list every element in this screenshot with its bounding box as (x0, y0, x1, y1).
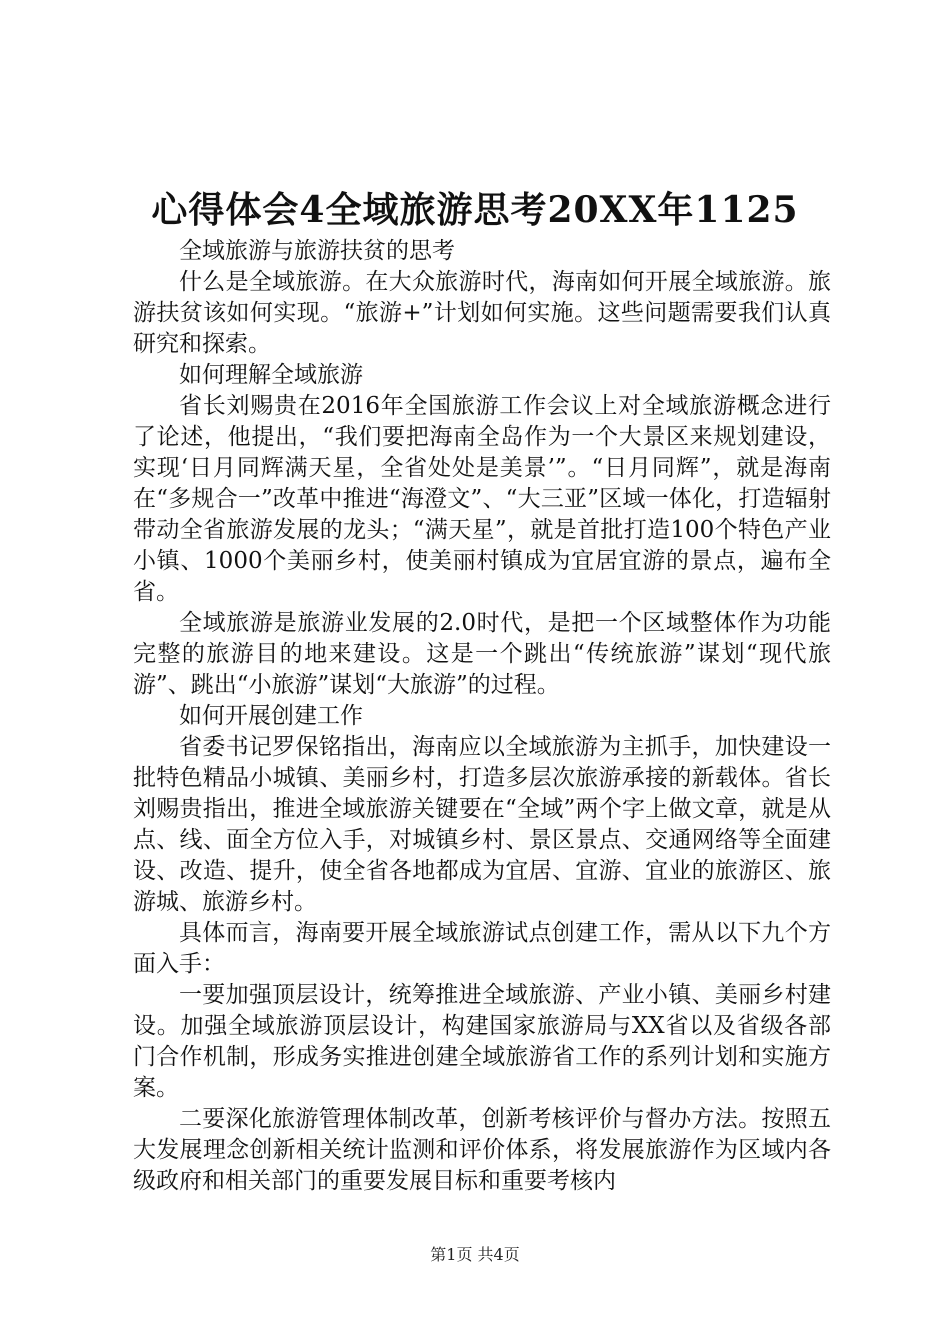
document-body (133, 236, 831, 1197)
paragraph: 全域旅游是旅游业发展的2.0时代，是把一个区域整体作为功能完整的旅游目的地来建设。这是一个跳出“传统旅游”谋划“现代旅游”、跳出“小旅游”谋划“大旅游”的过程。 (133, 610, 831, 698)
paragraph: 一要加强顶层设计，统筹推进全域旅游、产业小镇、美丽乡村建设。加强全域旅游顶层设计，构建国家旅游局与XX省以及省级各部门合作机制，形成务实推进创建全域旅游省工作的系列计划和实施方案。 (133, 982, 831, 1101)
paragraph: 全域旅游与旅游扶贫的思考 (179, 238, 455, 264)
paragraph: 什么是全域旅游。在大众旅游时代，海南如何开展全域旅游。旅游扶贫该如何实现。“旅游+”计划如何实施。这些问题需要我们认真研究和探索。 (133, 269, 831, 357)
paragraph: 具体而言，海南要开展全域旅游试点创建工作，需从以下九个方面入手： (133, 920, 831, 977)
paragraph: 省长刘赐贵在2016年全国旅游工作会议上对全域旅游概念进行了论述，他提出，“我们要把海南全岛作为一个大景区来规划建设，实现‘日月同辉满天星，全省处处是美景’”。“日月同辉”，就是海南在“多规合一”改革中推进“海澄文”、“大三亚”区域一体化，打造辐射带动全省旅游发展的龙头；“满天星”，就是首批打造100个特色产业小镇、1000个美丽乡村，使美丽村镇成为宜居宜游的景点，遍布全省。 (133, 393, 831, 605)
paragraph: 二要深化旅游管理体制改革，创新考核评价与督办方法。按照五大发展理念创新相关统计监测和评价体系，将发展旅游作为区域内各级政府和相关部门的重要发展目标和重要考核内 (133, 1106, 831, 1194)
section-heading: 如何开展创建工作 (179, 703, 363, 729)
section-heading: 如何理解全域旅游 (179, 362, 363, 388)
page-footer: 第1页 共4页 (430, 1245, 520, 1264)
paragraph: 省委书记罗保铭指出，海南应以全域旅游为主抓手，加快建设一批特色精品小城镇、美丽乡村，打造多层次旅游承接的新载体。省长刘赐贵指出，推进全域旅游关键要在“全域”两个字上做文章，就是从点、线、面全方位入手，对城镇乡村、景区景点、交通网络等全面建设、改造、提升，使全省各地都成为宜居、宜游、宜业的旅游区、旅游城、旅游乡村。 (133, 734, 831, 915)
document-title: 心得体会4全域旅游思考20XX年1125 (151, 189, 799, 231)
